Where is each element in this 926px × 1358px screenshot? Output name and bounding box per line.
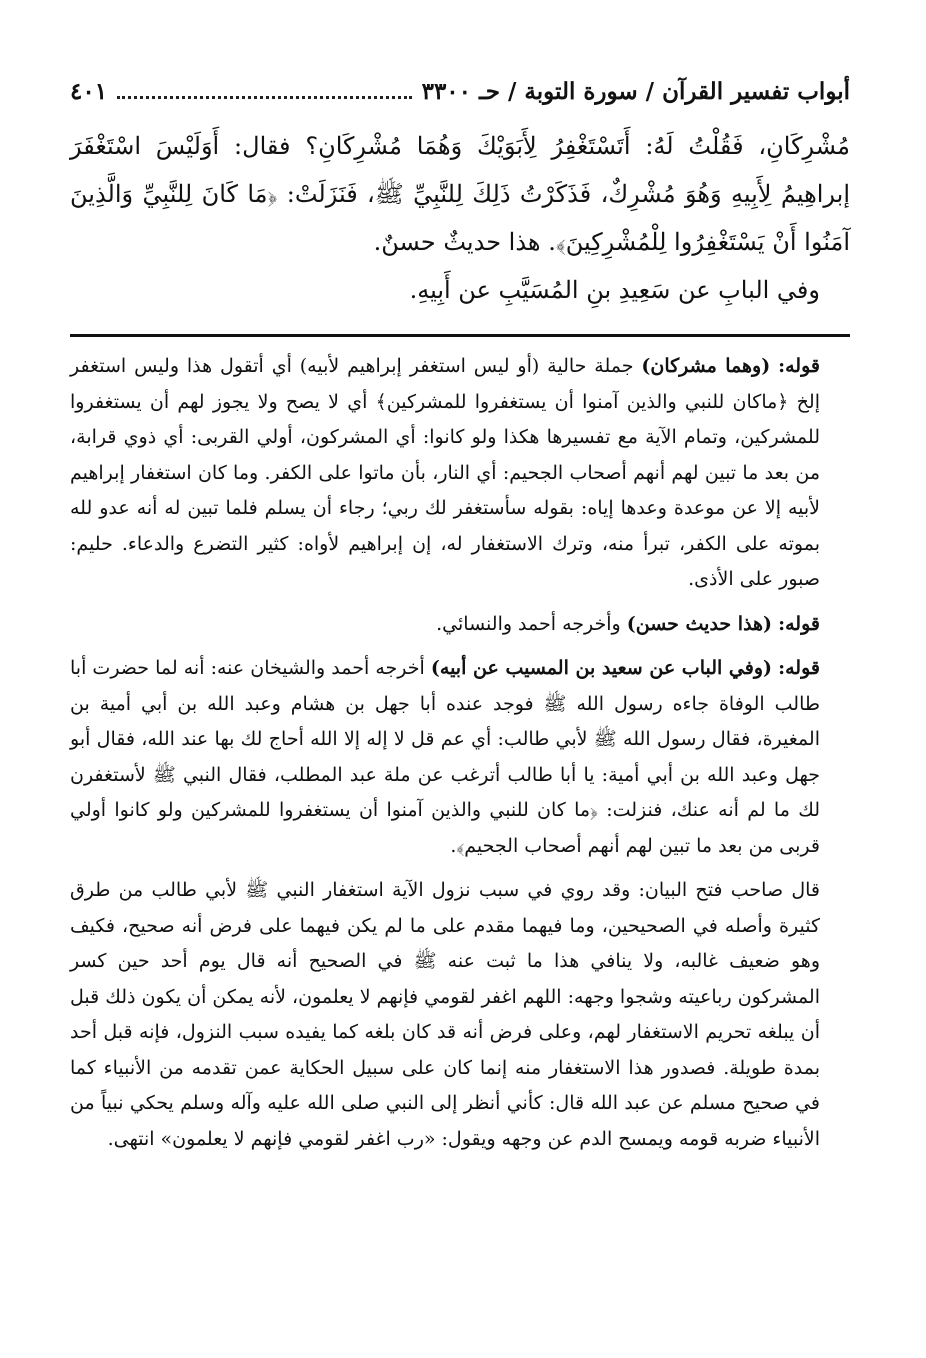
commentary-quote: (هذا حديث حسن) [626, 612, 773, 635]
commentary-label: قوله: [778, 657, 820, 679]
commentary-block [70, 349, 850, 1157]
footnote-separator-line [70, 334, 850, 337]
page-number: ٤٠١ [70, 78, 108, 105]
commentary-paragraph-3 [70, 651, 850, 864]
header-title: أبواب تفسير القرآن / سورة التوبة / حـ ٣٣٠٠ [421, 78, 850, 105]
commentary-label: قوله: [778, 355, 820, 377]
book-page [70, 78, 850, 1338]
hadith-paragraph: مُشْرِكَانِ، فَقُلْتُ لَهُ: أَتَسْتَغْفِرُ لِأَبَوَيْكَ وَهُمَا مُشْرِكَانِ؟ فقال: أَوَلَيْسَ اسْتَغْفَرَ إبراهِيمُ لِأَبِيهِ وَهُوَ مُشْرِكٌ، فَذَكَرْتُ ذَلِكَ لِلنَّبِيِّ ﷺ، فَنَزَلَتْ: ﴿مَا كَانَ لِلنَّبِيِّ وَالَّذِينَ آمَنُوا أَنْ يَسْتَغْفِرُوا لِلْمُشْرِكِينَ﴾. هذا حديثٌ حسنٌ. [70, 132, 850, 256]
running-header [70, 78, 850, 122]
commentary-paragraph-2 [70, 607, 850, 643]
hadith-text-block [70, 122, 850, 314]
commentary-quote: (وفي الباب عن سعيد بن المسيب عن أبيه) [430, 657, 773, 679]
header-leader-dots [117, 95, 412, 99]
commentary-paragraph-1 [70, 349, 850, 598]
commentary-quote: (وهما مشركان) [641, 355, 771, 377]
commentary-text: قال صاحب فتح البيان: وقد روي في سبب نزول الآية استغفار النبي ﷺ لأبي طالب من طرق كثيرة وأصله في الصحيحين، وما فيهما مقدم على ما لم يكن فيهما على فرض أنه صحيح، فكيف وهو ضعيف غالبه، ولا ينافي هذا ما ثبت عنه ﷺ في الصحيح أنه قال يوم أحد حين كسر المشركون رباعيته وشجوا وجهه: اللهم اغفر لقومي فإنهم لا يعلمون، لأنه يمكن أن يكون ذلك قبل أن يبلغه تحريم الاستغفار لهم، وعلى فرض أنه قد كان بلغه كما يفيده سبب النزول، فإنه قبل أحد بمدة طويلة. فصدور هذا الاستغفار منه إنما كان على سبيل الحكاية عمن تقدمه من الأنبياء كما في صحيح مسلم عن عبد الله قال: كأني أنظر إلى النبي صلى الله عليه وآله وسلم يحكي نبياً من الأنبياء ضربه قومه ويمسح الدم عن وجهه ويقول: «رب اغفر لقومي فإنهم لا يعلمون» انتهى. [70, 879, 820, 1150]
commentary-label: قوله: [778, 612, 820, 635]
bab-paragraph: وفي البابِ عن سَعِيدِ بنِ المُسَيَّبِ عن أَبِيهِ. [409, 276, 820, 304]
commentary-text: جملة حالية (أو ليس استغفر إبراهيم لأبيه) أي أتقول هذا وليس استغفر إلخ ﴿ماكان للنبي والذين آمنوا أن يستغفروا للمشركين﴾ أي لا يصح ولا يجوز لهم أن يستغفروا للمشركين، وتمام الآية مع تفسيرها هكذا ولو كانوا: أي المشركون، أولي القربى: أي ذوي قرابة، من بعد ما تبين لهم أنهم أصحاب الجحيم: أي النار، بأن ماتوا على الكفر. وما كان استغفار إبراهيم لأبيه إلا عن موعدة وعدها إياه: بقوله سأستغفر لك ربي؛ رجاء أن يسلم فلما تبين له أنه عدو لله بموته على الكفر، تبرأ منه، وترك الاستغفار له، إن إبراهيم لأواه: كثير التضرع والدعاء. حليم: صبور على الأذى. [70, 355, 821, 590]
commentary-text: أخرجه أحمد والشيخان عنه: أنه لما حضرت أبا طالب الوفاة جاءه رسول الله ﷺ فوجد عنده أبا جهل بن هشام وعبد الله بن أبي أمية بن المغيرة، فقال رسول الله ﷺ لأبي طالب: أي عم قل لا إله إلا الله أحاج لك بها عند الله، فقال أبو جهل وعبد الله بن أبي أمية: يا أبا طالب أترغب عن ملة عبد المطلب، فقال النبي ﷺ لأستغفرن لك ما لم أنه عنك، فنزلت: ﴿ما كان للنبي والذين آمنوا أن يستغفروا للمشركين ولو كانوا أولي قربى من بعد ما تبين لهم أنهم أصحاب الجحيم﴾. [70, 657, 820, 857]
commentary-paragraph-4 [70, 873, 850, 1157]
commentary-text: وأخرجه أحمد والنسائي. [436, 612, 621, 635]
